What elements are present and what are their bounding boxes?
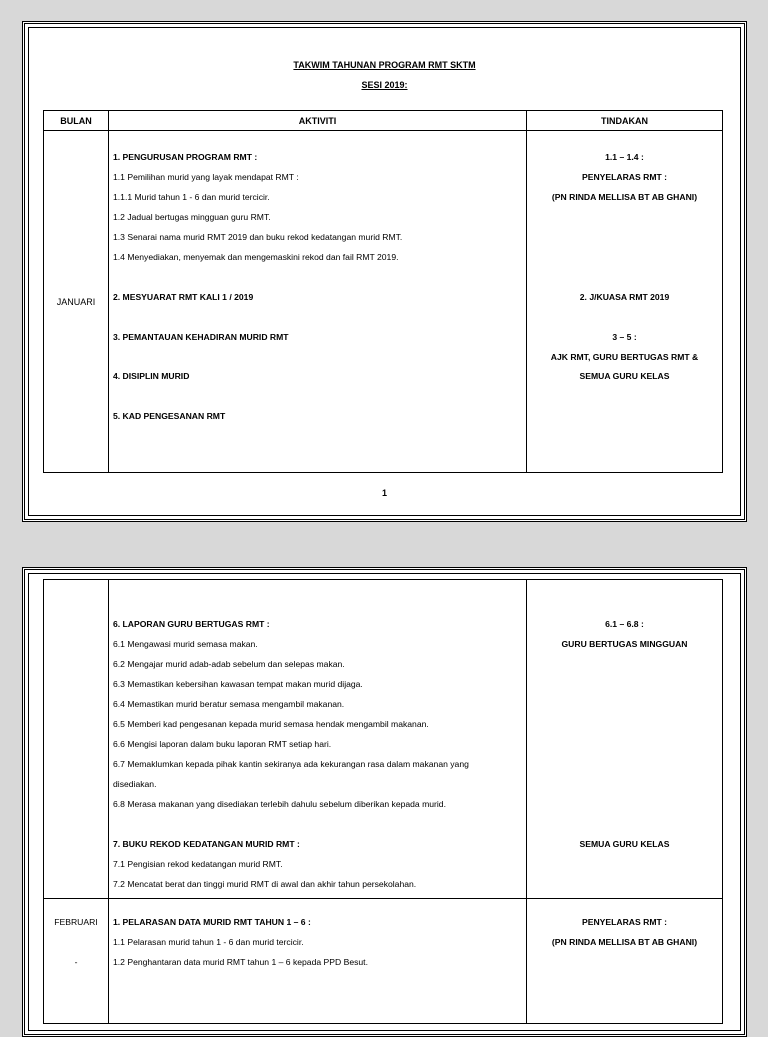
activity-line: 2. MESYUARAT RMT KALI 1 / 2019 [113,292,254,302]
tindakan-line: GURU BERTUGAS MINGGUAN [561,639,688,649]
activity-line: 1.4 Menyediakan, menyemak dan mengemaskini rekod dan fail RMT 2019. [113,252,399,262]
page-number: 1 [381,488,387,498]
activity-line: 4. DISIPLIN MURID [113,371,190,381]
activity-line: 6.6 Mengisi laporan dalam buku laporan RMT setiap hari. [113,739,332,749]
tindakan-line: (PN RINDA MELLISA BT AB GHANI) [551,937,698,947]
activity-line: 6.4 Memastikan murid beratur semasa mengambil makanan. [113,699,345,709]
activity-line: 1.1 Pelarasan murid tahun 1 - 6 dan murid tercicir. [113,937,304,947]
activity-line: 7.2 Mencatat berat dan tinggi murid RMT di awal dan akhir tahun persekolahan. [113,879,417,889]
bulan-sub: - [74,957,78,967]
tindakan-cell [527,899,723,1024]
activity-line: 1.1.1 Murid tahun 1 - 6 dan murid tercicir. [113,192,270,202]
activity-line: 6.1 Mengawasi murid semasa makan. [113,639,258,649]
activity-line: 1.2 Jadual bertugas mingguan guru RMT. [113,212,271,222]
activity-line: 1.2 Penghantaran data murid RMT tahun 1 – 6 kepada PPD Besut. [113,957,368,967]
tindakan-line: 2. J/KUASA RMT 2019 [579,292,670,302]
takwim-table-page-2 [43,579,723,1024]
aktiviti-cell [109,131,527,473]
document-subtitle: SESI 2019: [361,80,408,90]
tindakan-line: 3 – 5 : [612,332,637,342]
tindakan-line: 6.1 – 6.8 : [605,619,644,629]
tindakan-line: SEMUA GURU KELAS [579,839,670,849]
tindakan-cell [527,131,723,473]
bulan-cell-februari [44,899,109,1024]
bulan-februari: FEBRUARI [54,917,98,927]
tindakan-line: 1.1 – 1.4 : [605,152,644,162]
takwim-table-page-1 [43,110,723,473]
bulan-cell-empty [44,580,109,899]
document-page-2 [22,567,747,1037]
tindakan-line: AJK RMT, GURU BERTUGAS RMT & [550,352,699,362]
activity-line: 6. LAPORAN GURU BERTUGAS RMT : [113,619,270,629]
activity-line: 3. PEMANTAUAN KEHADIRAN MURID RMT [113,332,289,342]
activity-line: 1. PENGURUSAN PROGRAM RMT : [113,152,258,162]
aktiviti-cell [109,899,527,1024]
page-border [28,573,741,1031]
tindakan-line: SEMUA GURU KELAS [579,371,670,381]
header-aktiviti: AKTIVITI [109,111,527,131]
activity-line: 5. KAD PENGESANAN RMT [113,411,226,421]
activity-line: 1.3 Senarai nama murid RMT 2019 dan buku rekod kedatangan murid RMT. [113,232,403,242]
activity-line: 6.7 Memaklumkan kepada pihak kantin sekiranya ada kekurangan rasa dalam makanan yang [113,759,469,769]
activity-line: 6.8 Merasa makanan yang disediakan terlebih dahulu sebelum diberikan kepada murid. [113,799,446,809]
bulan-januari: JANUARI [44,131,109,473]
document-title: TAKWIM TAHUNAN PROGRAM RMT SKTM [293,60,476,70]
header-tindakan: TINDAKAN [527,111,723,131]
tindakan-line: PENYELARAS RMT : [582,172,667,182]
activity-line: 1.1 Pemilihan murid yang layak mendapat RMT : [113,172,299,182]
tindakan-cell [527,580,723,899]
activity-line: 7.1 Pengisian rekod kedatangan murid RMT. [113,859,283,869]
activity-line: 7. BUKU REKOD KEDATANGAN MURID RMT : [113,839,300,849]
activity-line: disediakan. [113,779,157,789]
aktiviti-cell [109,580,527,899]
tindakan-line: PENYELARAS RMT : [582,917,667,927]
activity-line: 6.5 Memberi kad pengesanan kepada murid semasa hendak mengambil makanan. [113,719,429,729]
document-page-1 [22,21,747,522]
header-bulan: BULAN [44,111,109,131]
activity-line: 6.3 Memastikan kebersihan kawasan tempat makan murid dijaga. [113,679,363,689]
activity-line: 1. PELARASAN DATA MURID RMT TAHUN 1 – 6 : [113,917,311,927]
activity-line: 6.2 Mengajar murid adab-adab sebelum dan selepas makan. [113,659,345,669]
page-border [28,27,741,516]
tindakan-line: (PN RINDA MELLISA BT AB GHANI) [551,192,698,202]
